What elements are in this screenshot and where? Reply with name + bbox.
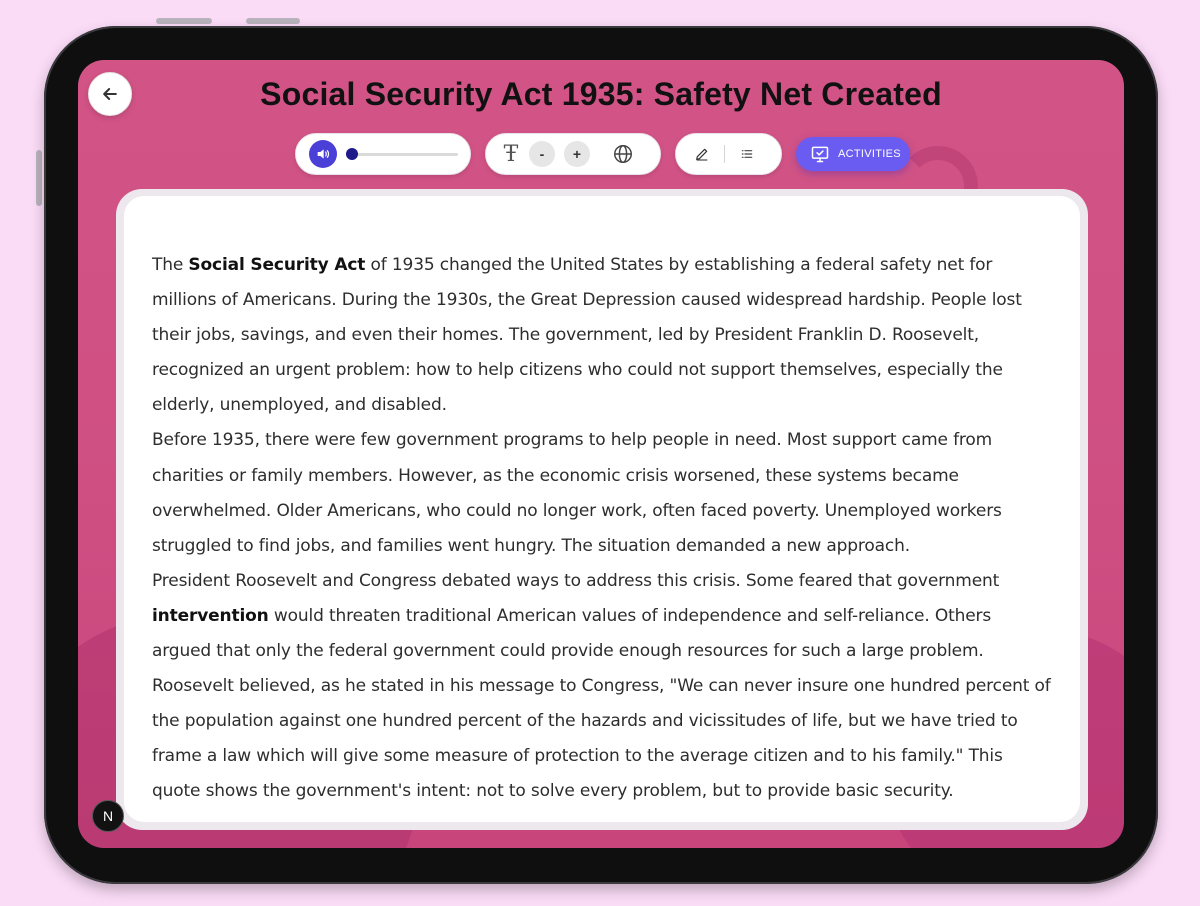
app-screen xyxy=(78,60,1124,848)
audio-player xyxy=(295,133,471,175)
paragraph-text: The xyxy=(152,255,189,275)
activities-button[interactable] xyxy=(796,137,910,171)
next-badge[interactable]: N xyxy=(92,800,124,832)
reading-tools xyxy=(675,133,782,175)
globe-icon xyxy=(612,143,634,165)
list-view-button[interactable] xyxy=(739,146,755,162)
vocabulary-term[interactable]: Social Security Act xyxy=(188,255,366,275)
device-button-top-1 xyxy=(156,18,212,24)
paragraph-text: of 1935 changed the United States by establishing a federal safety net for millions of Americans. During the 1930s, the Great Depression caused widespread hardship. People lost their jobs, savings, and even their homes. The government, led by President Franklin D. Roosevelt, recognized an urgent problem: how to help citizens who could not support themselves, especially the elderly, unemployed, and disabled. xyxy=(152,255,1022,416)
text-controls xyxy=(485,133,661,175)
annotate-button[interactable] xyxy=(694,146,710,162)
page-title: Social Security Act 1935: Safety Net Created xyxy=(260,76,942,112)
vocabulary-term[interactable]: intervention xyxy=(152,605,269,626)
text-size-icon: Ŧ xyxy=(503,141,519,167)
device-button-side xyxy=(36,150,42,206)
language-button[interactable] xyxy=(612,143,634,165)
speaker-icon xyxy=(315,146,331,162)
article-paragraph xyxy=(152,564,1052,810)
paragraph-text: would threaten traditional American values of independence and self-reliance. Others argued that only the federal government could provide enough resources for such a large problem. Roosevelt believed, as he stated in his message to Congress, "We can never insure one hundred percent of the population against one hundred percent of the hazards and vicissitudes of life, but we have tried to frame a law which will give some measure of protection to the average citizen and to his family." This quote shows the government's intent: not to solve every problem, but to provide basic security. xyxy=(152,605,1051,802)
list-icon xyxy=(739,146,755,162)
paragraph-text: Before 1935, there were few government programs to help people in need. Most support came from charities or family members. However, as the economic crisis worsened, these systems became overwhelmed. Older Americans, who could no longer work, often faced poverty. Unemployed workers struggled to find jobs, and families went hungry. The situation demanded a new approach. xyxy=(152,430,1002,556)
increase-font-button[interactable]: + xyxy=(564,141,590,167)
article-paragraph xyxy=(152,248,1052,423)
decrease-font-button[interactable]: - xyxy=(529,141,555,167)
article-text xyxy=(152,248,1052,810)
toolbar-divider xyxy=(724,145,725,163)
reader-panel[interactable] xyxy=(124,196,1080,822)
play-audio-button[interactable] xyxy=(309,140,337,168)
paragraph-text: President Roosevelt and Congress debated ways to address this crisis. Some feared that government xyxy=(152,570,1000,591)
audio-progress-thumb[interactable] xyxy=(346,148,358,160)
article-paragraph xyxy=(152,423,1052,563)
monitor-check-icon xyxy=(810,144,830,164)
activities-label: ACTIVITIES xyxy=(838,148,901,160)
device-button-top-2 xyxy=(246,18,300,24)
pencil-icon xyxy=(694,146,710,162)
audio-progress-slider[interactable] xyxy=(346,153,458,156)
